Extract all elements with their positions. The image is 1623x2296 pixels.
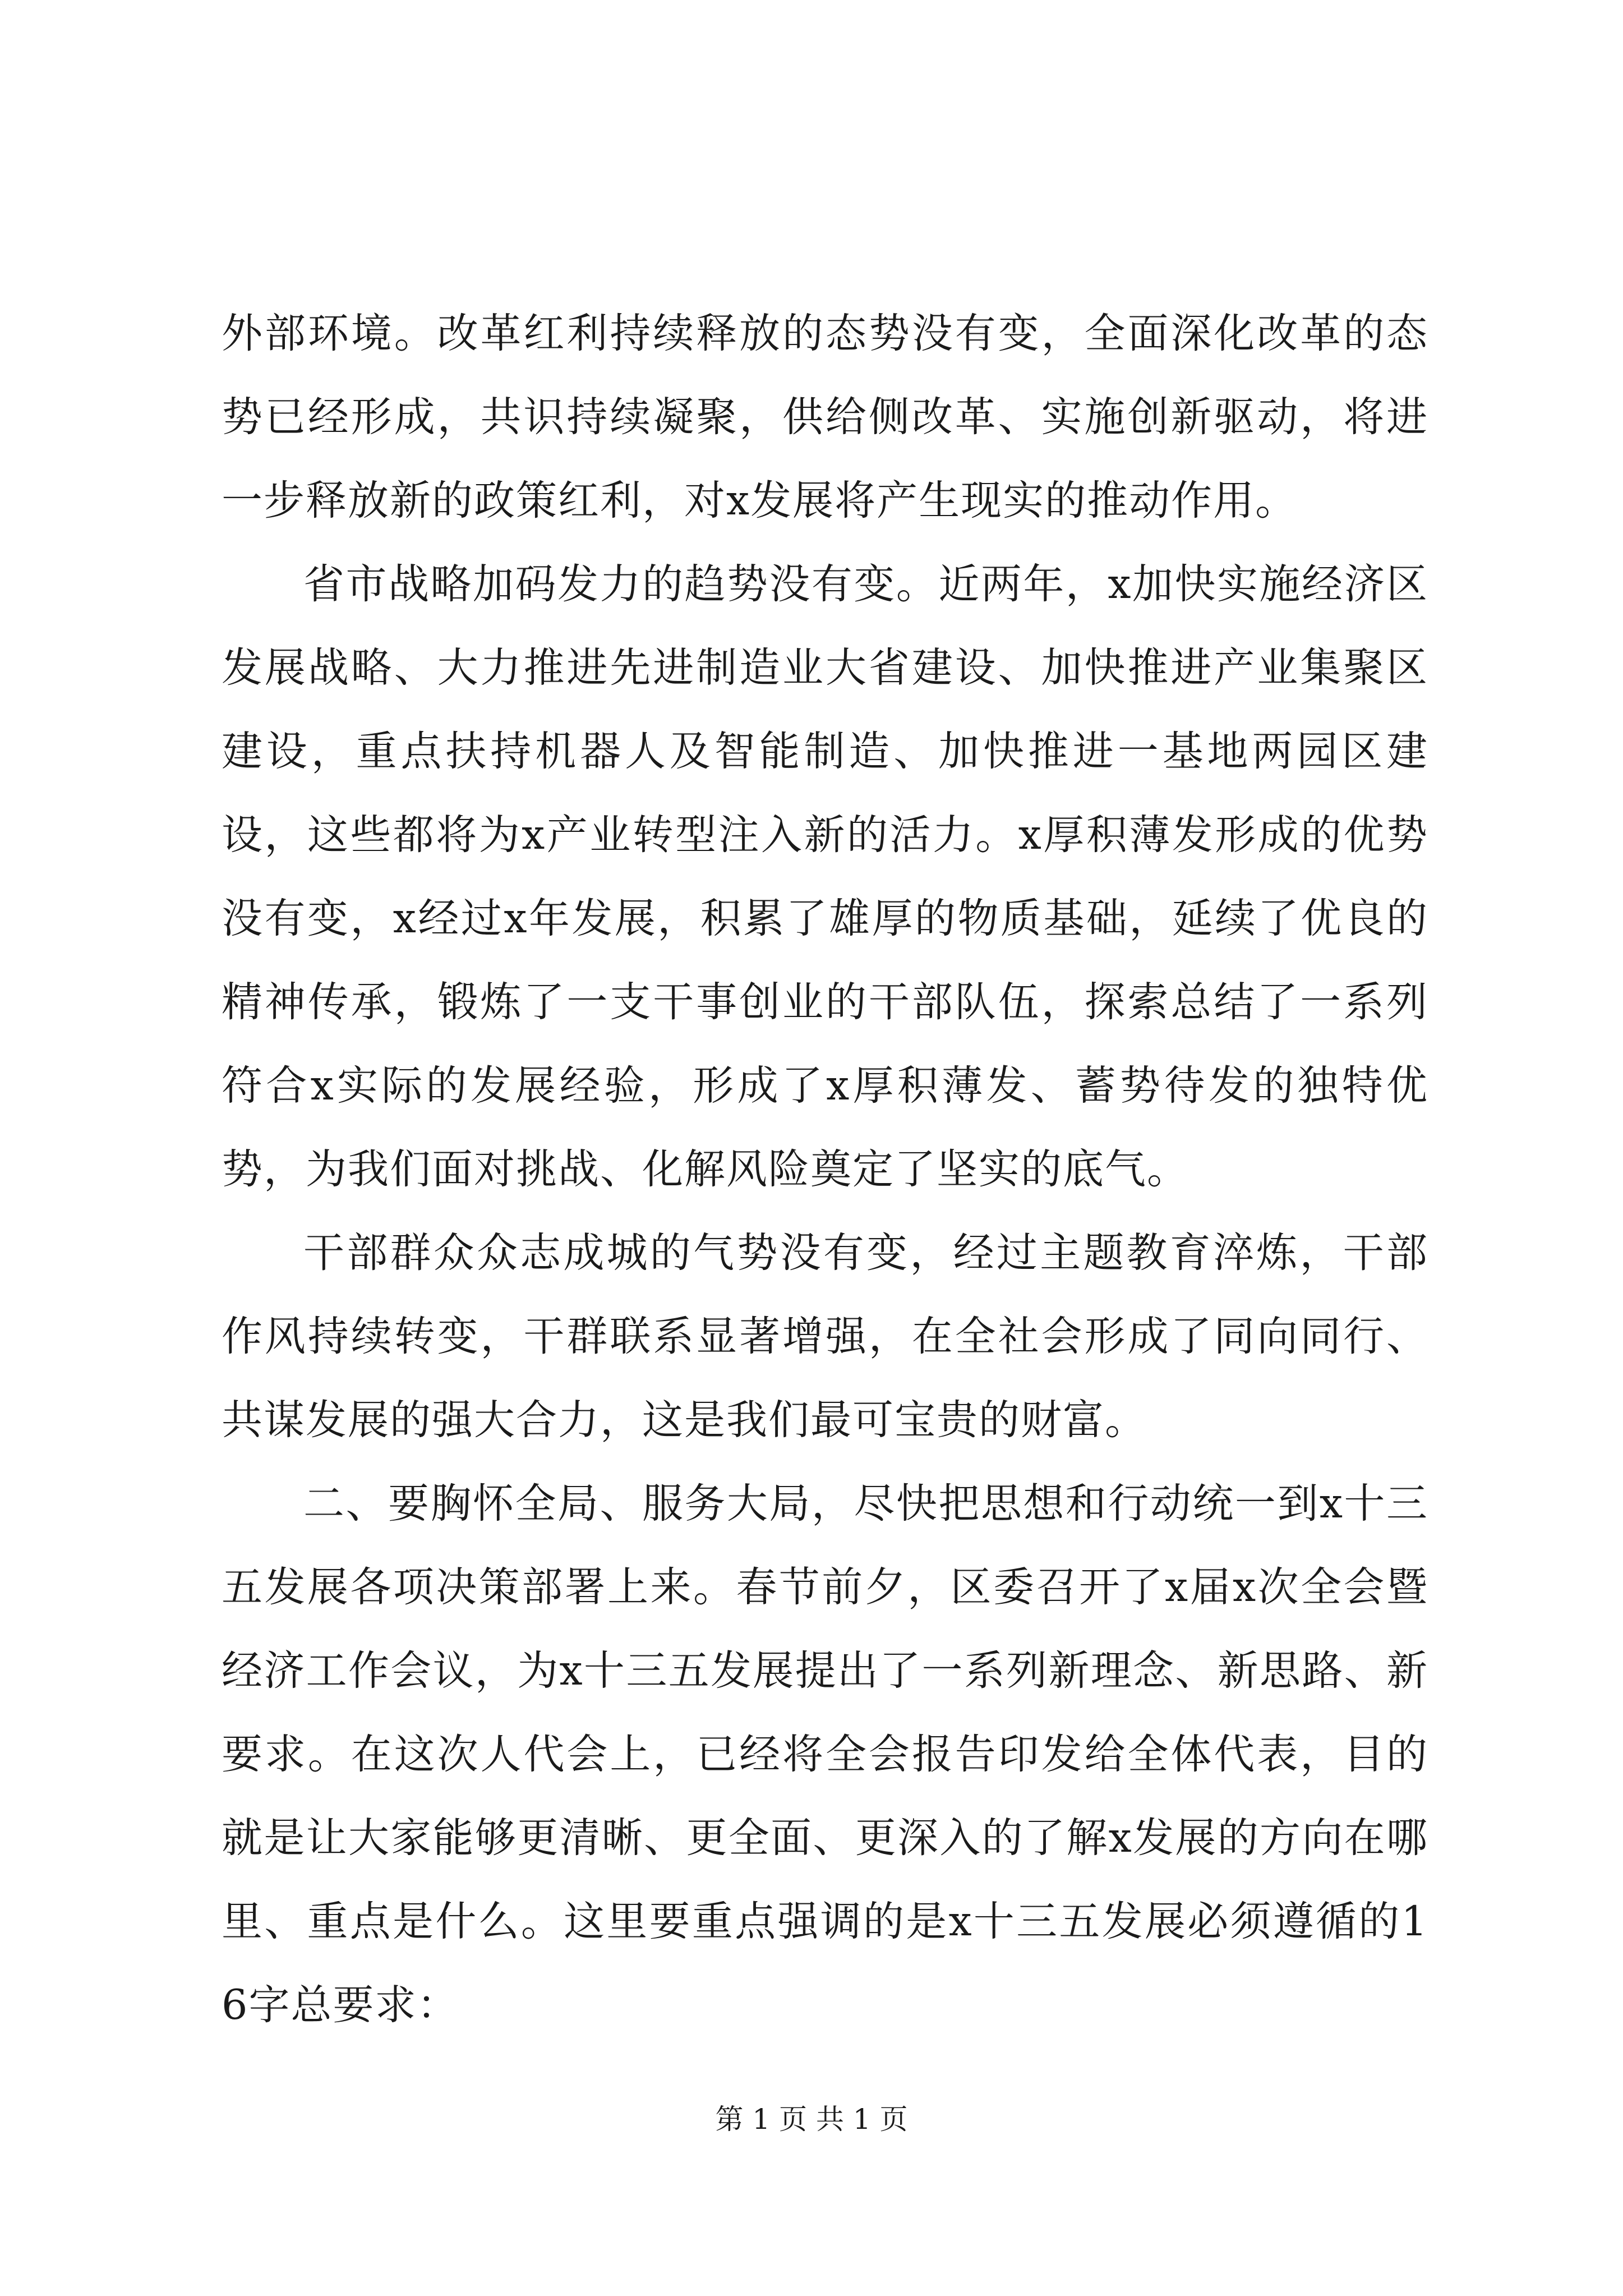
page-number-label: 第 1 页 共 1 页 (715, 2103, 908, 2136)
paragraph-2: 省市战略加码发力的趋势没有变。近两年，x加快实施经济区发展战略、大力推进先进制造业大省建设、加快推进产业集聚区建设，重点扶持机器人及智能制造、加快推进一基地两园区建设，这些都将为x产业转型注入新的活力。x厚积薄发形成的优势没有变，x经过x年发展，积累了雄厚的物质基础，延续了优良的精神传承，锻炼了一支干事创业的干部队伍，探索总结了一系列符合x实际的发展经验，形成了x厚积薄发、蓄势待发的独特优势，为我们面对挑战、化解风险奠定了坚实的底气。 (222, 560, 1428, 1193)
paragraph-1: 外部环境。改革红利持续释放的态势没有变，全面深化改革的态势已经形成，共识持续凝聚，供给侧改革、实施创新驱动，将进一步释放新的政策红利，对x发展将产生现实的推动作用。 (222, 310, 1428, 524)
paragraph-3: 干部群众众志成城的气势没有变，经过主题教育淬炼，干部作风持续转变，干群联系显著增强，在全社会形成了同向同行、共谋发展的强大合力，这是我们最可宝贵的财富。 (222, 1229, 1428, 1444)
paragraph-4: 二、要胸怀全局、服务大局，尽快把思想和行动统一到x十三五发展各项决策部署上来。春节前夕，区委召开了x届x次全会暨经济工作会议，为x十三五发展提出了一系列新理念、新思路、新要求。在这次人代会上，已经将全会报告印发给全体代表，目的就是让大家能够更清晰、更全面、更深入的了解x发展的方向在哪里、重点是什么。这里要重点强调的是x十三五发展必须遵循的16字总要求： (222, 1480, 1428, 2029)
document-body (222, 292, 1428, 2047)
page-footer (0, 2102, 1623, 2136)
